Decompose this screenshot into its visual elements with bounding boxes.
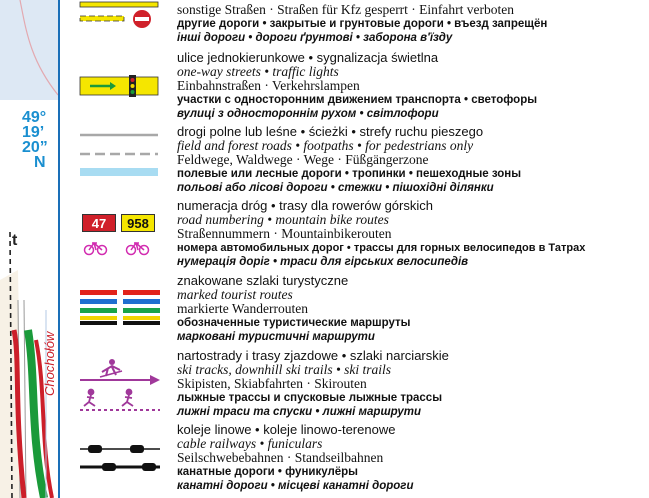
symbol-ski-runs: [78, 358, 162, 414]
road-number-badge-red: 47: [82, 214, 116, 232]
label-de: Straßennummern · Mountainbikerouten: [177, 226, 392, 241]
label-ru: канатные дороги • фуникулёры: [177, 466, 359, 478]
legend-row-cable-railways: [177, 423, 647, 493]
legend-row-other-roads: [177, 3, 647, 45]
label-pl: koleje linowe • koleje linowo-terenowe: [177, 422, 396, 437]
latitude-minutes: 19’: [22, 124, 45, 141]
label-pl: ulice jednokierunkowe • sygnalizacja świetlna: [177, 50, 439, 65]
legend-row-field-roads: [177, 125, 647, 195]
cross-country-skier-icon: [84, 390, 133, 407]
downhill-skier-icon: [100, 359, 122, 377]
symbol-tourist-routes: [78, 290, 162, 326]
label-uk: нумерація доріг • траси для гірських велосипедів: [177, 256, 469, 268]
label-ru: номера автомобильных дорог • трассы для горных велосипедов в Татрах: [177, 242, 586, 254]
legend-row-tourist-routes: [177, 274, 647, 344]
label-pl: drogi polne lub leśne • ścieżki • strefy ruchu pieszego: [177, 124, 484, 139]
symbol-cable-railways: [78, 440, 162, 476]
map-frame-line: [58, 0, 60, 498]
label-ru: другие дороги • закрытые и грунтовые дороги • въезд запрещён: [177, 18, 548, 30]
map-letter: t: [12, 232, 18, 249]
label-de: Skipisten, Skiabfahrten · Skirouten: [177, 376, 367, 391]
label-ru: лыжные трассы и спусковые лыжные трассы: [177, 392, 443, 404]
label-pl: numeracja dróg • trasy dla rowerów górskich: [177, 198, 433, 213]
label-de: Seilschwebebahnen · Standseilbahnen: [177, 450, 384, 465]
map-edge-artwork: [0, 0, 60, 498]
label-ru: полевые или лесные дороги • тропинки • пешеходные зоны: [177, 168, 522, 180]
label-uk: марковані туристичні маршрути: [177, 331, 375, 343]
label-uk: польові або лісові дороги • стежки • пішохідні ділянки: [177, 182, 494, 194]
legend-row-one-way: [177, 51, 647, 121]
label-uk: інші дороги • дороги ґрунтові • заборона в'їзду: [177, 32, 453, 44]
legend-row-road-numbering: [177, 199, 647, 269]
label-de: Feldwege, Waldwege · Wege · Füßgängerzone: [177, 152, 429, 167]
road-number-badge-yellow: 958: [121, 214, 155, 232]
label-uk: вулиці з одностороннім рухом • світлофори: [177, 108, 439, 120]
label-en: ski tracks, downhill ski trails • ski trails: [177, 362, 391, 377]
legend-row-ski-runs: [177, 349, 647, 419]
symbol-road-numbering: [78, 214, 162, 258]
label-en: cable railways • funiculars: [177, 436, 323, 451]
label-en: marked tourist routes: [177, 287, 293, 302]
latitude-hemisphere: N: [34, 154, 46, 171]
label-en: one-way streets • traffic lights: [177, 64, 339, 79]
label-pl: znakowane szlaki turystyczne: [177, 273, 349, 288]
label-ru: обозначенные туристические маршруты: [177, 317, 411, 329]
symbol-one-way: [78, 72, 162, 100]
label-de: sonstige Straßen · Straßen für Kfz gesperrt · Einfahrt verboten: [177, 2, 515, 17]
place-label: Chochołów: [42, 331, 57, 396]
label-uk: канатні дороги • місцеві канатні дороги: [177, 480, 414, 492]
label-en: road numbering • mountain bike routes: [177, 212, 389, 227]
label-de: markierte Wanderrouten: [177, 301, 308, 316]
label-pl: nartostrady i trasy zjazdowe • szlaki narciarskie: [177, 348, 449, 363]
latitude-seconds: 20”: [22, 139, 48, 156]
label-en: field and forest roads • footpaths • for pedestrians only: [177, 138, 474, 153]
label-de: Einbahnstraßen · Verkehrslampen: [177, 78, 360, 93]
latitude-degrees: 49°: [22, 109, 47, 126]
symbol-other-roads: [78, 0, 162, 30]
label-uk: лижні траси та спуски • лижні маршрути: [177, 406, 422, 418]
bicycle-icon: [78, 238, 162, 258]
symbol-field-roads: [78, 128, 162, 180]
map-margin: [0, 0, 60, 498]
label-ru: участки с односторонним движением транспорта • светофоры: [177, 94, 538, 106]
